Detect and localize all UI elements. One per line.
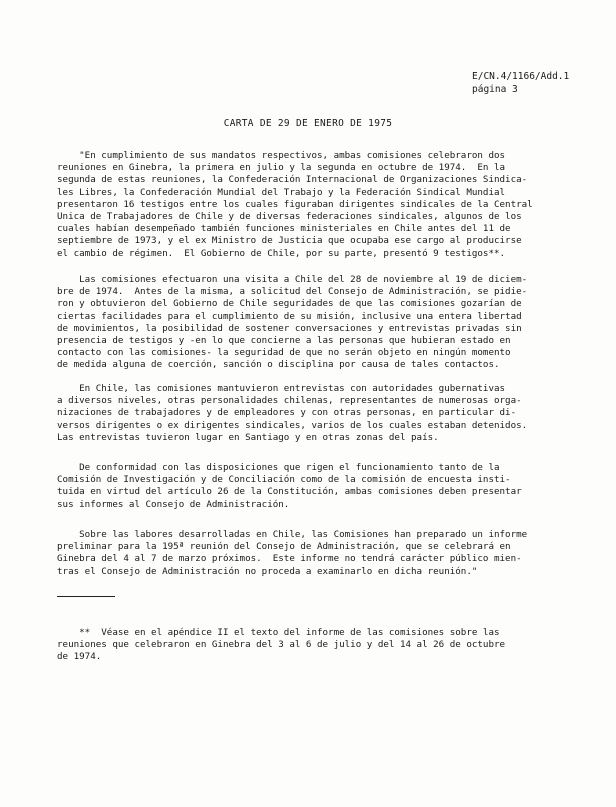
document-symbol: E/CN.4/1166/Add.1: [472, 71, 570, 82]
footnote: ** Véase en el apéndice II el texto del informe de las comisiones sobre las reuniones que celebraron en Ginebra del 3 al 6 de julio y del 14 al 26 de octubre de 1974.: [57, 627, 506, 663]
letter-title: CARTA DE 29 DE ENERO DE 1975: [223, 118, 393, 129]
page-number: página 3: [472, 84, 518, 95]
footnote-separator: [57, 596, 115, 597]
paragraph-1: "En cumplimiento de sus mandatos respectivos, ambas comisiones celebraron dos reuniones en Ginebra, la primera en julio y la segunda en octubre de 1974. En la segunda de estas reuniones, la Confederación Internacional de Organizaciones Sindica- les Libres, la Confederación Mundial del Trabajo y la Federación Sindical Mundial presentaron 16 testigos entre los cuales figuraban dirigentes sindicales de la Central Unica de Trabajadores de Chile y de diversas federaciones sindicales, algunos de los cuales habían desempeñado también funciones ministeriales en Chile antes del 11 de septiembre de 1973, y el ex Ministro de Justicia que ocupaba ese cargo al producirse el cambio de régimen. El Gobierno de Chile, por su parte, presentó 9 testigos**.: [57, 150, 533, 259]
paragraph-4: De conformidad con las disposiciones que rigen el funcionamiento tanto de la Comisión de Investigación y de Conciliación como de la comisión de encuesta insti- tuida en virtud del artículo 26 de la Constitución, ambas comisiones deben presentar sus informes al Consejo de Administración.: [57, 462, 522, 510]
paragraph-3: En Chile, las comisiones mantuvieron entrevistas con autoridades gubernativas a diversos niveles, otras personalidades chilenas, representantes de numerosas orga- nizaciones de trabajadores y de empleadores y con otras personas, en particular di- versos dirigentes o ex dirigentes sindicales, varios de los cuales estaban detenidos. Las entrevistas tuvieron lugar en Santiago y en otras zonas del país.: [57, 383, 528, 443]
paragraph-2: Las comisiones efectuaron una visita a Chile del 28 de noviembre al 19 de diciem- bre de 1974. Antes de la misma, a solicitud del Consejo de Administración, se pidie- ron y obtuvieron del Gobierno de Chile seguridades de que las comisiones gozarían de ciertas facilidades para el cumplimiento de su misión, inclusive una entera libertad de movimientos, la posibilidad de sostener conversaciones y entrevistas privadas sin presencia de testigos y -en lo que concierne a las personas que hubieran estado en contacto con las comisiones- la seguridad de que no serán objeto en ningún momento de medida alguna de coerción, sanción o disciplina por causa de tales contactos.: [57, 274, 528, 371]
document-reference-header: [472, 70, 569, 96]
paragraph-5: Sobre las labores desarrolladas en Chile, las Comisiones han preparado un informe preliminar para la 195ª reunión del Consejo de Administración, que se celebrará en Ginebra del 4 al 7 de marzo próximos. Este informe no tendrá carácter público mien- tras el Consejo de Administración no proceda a examinarlo en dicha reunión.": [57, 529, 528, 577]
